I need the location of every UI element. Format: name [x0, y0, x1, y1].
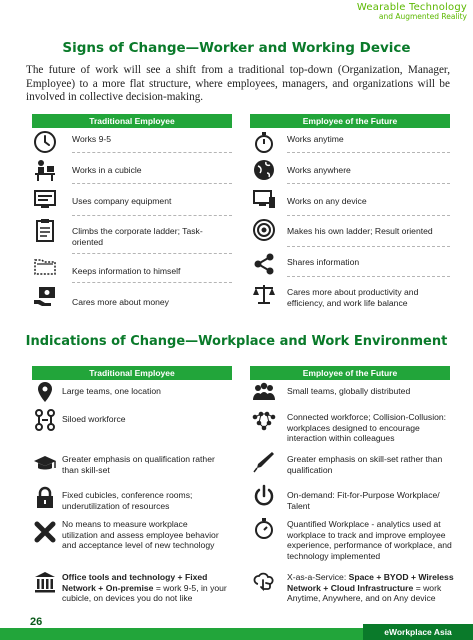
s2-left-header: Traditional Employee — [32, 366, 232, 380]
globe-icon — [252, 158, 276, 182]
divider — [72, 152, 232, 153]
clipboard-icon — [33, 218, 57, 242]
network-nodes-icon — [33, 408, 57, 432]
s1-left-item-6: Cares more about money — [72, 297, 169, 307]
divider — [287, 276, 450, 277]
connected-nodes-icon — [252, 408, 276, 432]
graduation-cap-icon — [33, 452, 57, 476]
building-icon — [33, 570, 57, 594]
s2-right-item-2: Connected workforce; Collision-Collusion: workplaces designed to encourage interaction within colleagues — [287, 412, 447, 444]
s1-right-header: Employee of the Future — [250, 114, 450, 128]
target-icon — [252, 218, 276, 242]
s2-left-item-6-bold: Office tools and technology + Fixed Network + On-premise — [62, 572, 208, 593]
money-hand-icon — [33, 284, 57, 308]
divider — [72, 183, 232, 184]
s2-right-item-6-pre: X-as-a-Service: — [287, 572, 349, 582]
s2-left-item-3: Greater emphasis on qualification rather than skill-set — [62, 454, 215, 475]
s1-left-item-2: Works in a cubicle — [72, 165, 142, 175]
lock-icon — [33, 486, 57, 510]
power-icon — [252, 484, 276, 508]
team-icon — [252, 380, 276, 404]
s2-right-item-6-rest: = work Anytime, Anywhere, and on Any device — [287, 582, 442, 604]
s2-right-item-1: Small teams, globally distributed — [287, 386, 411, 396]
s2-left-item-2: Siloed workforce — [62, 414, 126, 424]
location-pin-icon — [33, 380, 57, 404]
s2-right-item-6-bold: Space + BYOD + Wireless Network + Cloud Infrastructure — [287, 572, 454, 593]
devices-icon — [252, 188, 276, 212]
s2-right-item-5: Quantified Workplace - analytics used at workplace to track and improve employee experience, performance of workplace, and technology implemented — [287, 519, 452, 561]
cross-icon — [33, 520, 57, 544]
s2-right-item-3: Greater emphasis on skill-set rather than qualification — [287, 454, 443, 475]
share-icon — [252, 252, 276, 276]
s1-left-item-4: Climbs the corporate ladder; Task-oriented — [72, 226, 203, 247]
clock-icon — [33, 130, 57, 154]
divider — [287, 215, 450, 216]
s1-left-item-5: Keeps information to himself — [72, 266, 181, 276]
s2-left-item-5: No means to measure workplace utilization and assess employee behavior and acceptance level of new technology — [62, 519, 219, 551]
section2-title: Indications of Change—Workplace and Work Environment — [25, 334, 448, 349]
s2-right-header: Employee of the Future — [250, 366, 450, 380]
stopwatch-icon — [252, 130, 276, 154]
s2-left-item-1: Large teams, one location — [62, 386, 161, 396]
s1-right-item-2: Works anywhere — [287, 165, 351, 175]
s2-right-item-4: On-demand: Fit-for-Purpose Workplace/ Talent — [287, 490, 440, 511]
pen-icon — [252, 450, 276, 474]
s1-right-item-1: Works anytime — [287, 134, 344, 144]
section1-title: Signs of Change—Worker and Working Device — [62, 40, 411, 56]
computer-icon — [33, 188, 57, 212]
stopwatch-icon — [252, 516, 276, 540]
page-number: 26 — [30, 616, 43, 628]
s1-right-item-3: Works on any device — [287, 196, 367, 206]
s1-left-item-3: Uses company equipment — [72, 196, 172, 206]
folders-icon — [33, 254, 57, 278]
divider — [287, 246, 450, 247]
brand-line-2: and Augmented Reality — [378, 12, 467, 21]
s2-left-item-6 — [62, 572, 227, 604]
s1-left-header: Traditional Employee — [32, 114, 232, 128]
header-brand — [353, 0, 473, 26]
divider — [72, 282, 232, 283]
section1-intro: The future of work will see a shift from a traditional top-down (Organization, Manager, Employee) to a more flat structure, where employees, managers, and organizations will be involved in collective decision-making. — [26, 64, 450, 104]
divider — [72, 215, 232, 216]
s1-right-item-4: Makes his own ladder; Result oriented — [287, 226, 433, 236]
divider — [287, 152, 450, 153]
divider — [72, 253, 232, 254]
divider — [287, 183, 450, 184]
balance-scale-icon — [252, 282, 276, 306]
s1-right-item-5: Shares information — [287, 257, 360, 267]
brand-line-1: Wearable Technology — [356, 2, 467, 13]
s1-left-item-1: Works 9-5 — [72, 134, 111, 144]
s2-right-item-6 — [287, 572, 457, 604]
desk-worker-icon — [33, 158, 57, 182]
s2-left-item-4: Fixed cubicles, conference rooms; underutilization of resources — [62, 490, 193, 511]
s1-right-item-6: Cares more about productivity and efficiency, and work life balance — [287, 287, 419, 308]
s2-left-item-6-rest: = work 9-5, in your cubicle, on devices you do not like — [62, 582, 227, 604]
cloud-touch-icon — [252, 570, 276, 594]
footer-brand: eWorkplace Asia — [363, 624, 473, 640]
